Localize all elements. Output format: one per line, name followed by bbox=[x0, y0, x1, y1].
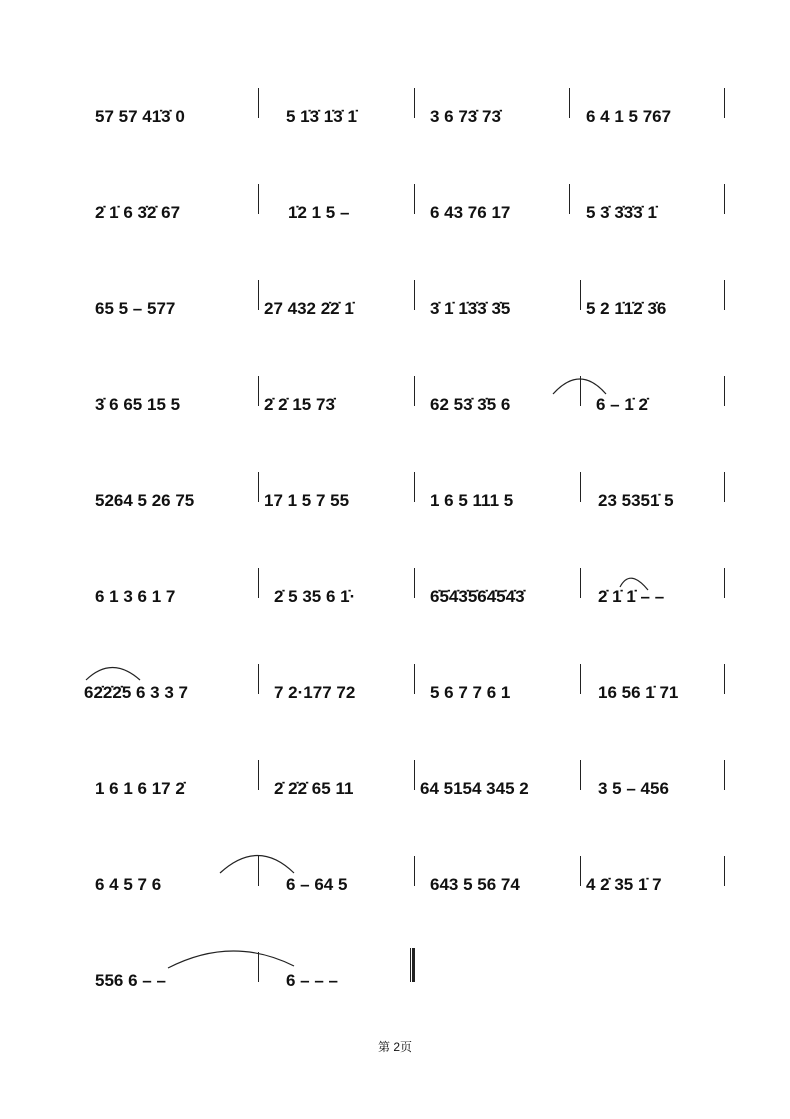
measure: 3̇ 1̇ 1̇3̇3̇ 3̇5 bbox=[430, 299, 511, 318]
score-row bbox=[0, 100, 790, 140]
measure: 6 43 76 17 bbox=[430, 203, 511, 222]
barline bbox=[580, 376, 581, 406]
measure: 6 4 5 7 6 bbox=[95, 875, 162, 894]
measure: 7 2·177 72 bbox=[274, 683, 356, 702]
measure: 3̇ 6 65 15 5 bbox=[95, 395, 181, 414]
score-row bbox=[0, 676, 790, 716]
measure: 6̇5̇4̇3̇5̇6̇4̇5̇4̇3̇ bbox=[430, 587, 525, 606]
barline bbox=[724, 664, 725, 694]
measure: 27 432 2̇2̇ 1̇ bbox=[264, 299, 354, 318]
barline bbox=[258, 856, 259, 886]
score-row bbox=[0, 964, 790, 1004]
barline bbox=[724, 472, 725, 502]
barline bbox=[724, 280, 725, 310]
barline bbox=[569, 88, 570, 118]
barline bbox=[580, 664, 581, 694]
barline bbox=[258, 568, 259, 598]
barline bbox=[724, 568, 725, 598]
barline bbox=[414, 280, 415, 310]
score-row bbox=[0, 580, 790, 620]
measure: 556 6 – – bbox=[95, 971, 166, 990]
barline bbox=[569, 184, 570, 214]
barline bbox=[258, 376, 259, 406]
barline bbox=[414, 376, 415, 406]
barline bbox=[580, 760, 581, 790]
barline bbox=[258, 472, 259, 502]
barline bbox=[414, 664, 415, 694]
measure: 3 5 – 456 bbox=[598, 779, 669, 798]
measure: 62̇2̇2̇5 6 3 3 7 bbox=[84, 683, 188, 702]
barline bbox=[414, 184, 415, 214]
barline bbox=[258, 184, 259, 214]
barline bbox=[724, 88, 725, 118]
barline bbox=[580, 280, 581, 310]
measure: 5 1̇3̇ 1̇3̇ 1̇ bbox=[286, 107, 357, 126]
measure: 6 – 64 5 bbox=[286, 875, 348, 894]
score-row bbox=[0, 292, 790, 332]
measure: 2̇ 2̇2̇ 65 11 bbox=[274, 779, 354, 798]
barline bbox=[258, 88, 259, 118]
measure: 4 2̇ 35 1̇ 7 bbox=[586, 875, 662, 894]
barline bbox=[724, 376, 725, 406]
measure: 2̇ 2̇ 15 73̇ bbox=[264, 395, 335, 414]
measure: 23 5351̇ 5 bbox=[598, 491, 674, 510]
measure: 1 6 5 111 5 bbox=[430, 491, 514, 510]
measure: 6 – – – bbox=[286, 971, 338, 990]
measure: 5264 5 26 75 bbox=[95, 491, 195, 510]
measure: 5 6 7 7 6 1 bbox=[430, 683, 511, 702]
measure: 57 57 41̇3̇ 0 bbox=[95, 107, 185, 126]
measure: 3 6 73̇ 73̇ bbox=[430, 107, 501, 126]
score-row bbox=[0, 196, 790, 236]
barline bbox=[414, 472, 415, 502]
measure: 643 5 56 74 bbox=[430, 875, 520, 894]
barline bbox=[414, 88, 415, 118]
barline bbox=[258, 952, 259, 982]
measure: 6 1 3 6 1 7 bbox=[95, 587, 176, 606]
barline bbox=[258, 664, 259, 694]
measure: 6 – 1̇ 2̇ bbox=[596, 395, 648, 414]
measure: 5 2 1̇1̇2̇ 3̇6 bbox=[586, 299, 667, 318]
barline bbox=[580, 472, 581, 502]
barline bbox=[414, 760, 415, 790]
measure: 5 3̇ 3̇3̇3̇ 1̇ bbox=[586, 203, 657, 222]
barline bbox=[414, 856, 415, 886]
measure: 17 1 5 7 55 bbox=[264, 491, 350, 510]
barline bbox=[724, 856, 725, 886]
score-row bbox=[0, 868, 790, 908]
barline bbox=[724, 184, 725, 214]
barline bbox=[414, 568, 415, 598]
measure: 65 5 – 577 bbox=[95, 299, 176, 318]
measure: 6 4 1 5 767 bbox=[586, 107, 672, 126]
barline bbox=[580, 568, 581, 598]
measure: 2̇ 1̇ 6 3̇2̇ 67 bbox=[95, 203, 181, 222]
measure: 1 6 1 6 17 2̇ bbox=[95, 779, 185, 798]
barline bbox=[258, 280, 259, 310]
score-row bbox=[0, 388, 790, 428]
final-double-barline bbox=[410, 948, 415, 982]
barline bbox=[580, 856, 581, 886]
measure: 2̇ 1̇ 1̇ – – bbox=[598, 587, 665, 606]
measure: 2̇ 5 35 6 1̇· bbox=[274, 587, 356, 606]
score-row bbox=[0, 772, 790, 812]
measure: 64 5154 345 2 bbox=[420, 779, 529, 798]
score-row bbox=[0, 484, 790, 524]
barline bbox=[258, 760, 259, 790]
measure: 1̇2 1 5 – bbox=[288, 203, 350, 222]
page-number: 第 2页 bbox=[377, 1040, 412, 1054]
measure: 62 53̇ 3̇5 6 bbox=[430, 395, 511, 414]
measure: 16 56 1̇ 71 bbox=[598, 683, 679, 702]
barline bbox=[724, 760, 725, 790]
